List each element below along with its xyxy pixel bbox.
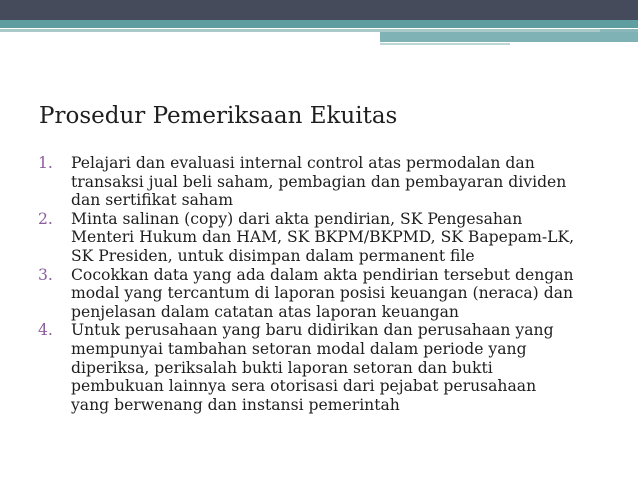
header-bar-dark [0, 0, 638, 20]
list-line: Pelajari dan evaluasi internal control atas permodalan dan [71, 154, 535, 172]
list-item-3 [38, 266, 618, 322]
header-accent-line [380, 43, 510, 45]
list-line: modal yang tercantum di laporan posisi keuangan (neraca) dan [71, 284, 574, 303]
list-line: mempunyai tambahan setoran modal dalam periode yang [71, 339, 527, 358]
list-line: diperiksa, periksalah bukti laporan setoran dan bukti [71, 358, 493, 377]
list-line: pembukuan lainnya sera otorisasi dari pejabat perusahaan [71, 377, 537, 396]
header-bar-teal [0, 20, 638, 28]
list-line: Menteri Hukum dan HAM, SK BKPM/BKPMD, SK Bapepam-LK, [71, 228, 575, 247]
list-line: transaksi jual beli saham, pembagian dan pembayaran dividen [71, 172, 567, 191]
list-item-text [71, 266, 618, 322]
list-number: 3. [38, 265, 53, 284]
list-line: yang berwenang dan instansi pemerintah [71, 395, 400, 414]
list-line: SK Presiden, untuk disimpan dalam permanent file [71, 246, 475, 265]
list-line: Minta salinan (copy) dari akta pendirian, SK Pengesahan [71, 209, 523, 228]
list-item-2 [38, 210, 618, 266]
list-item-text [71, 210, 618, 266]
procedure-list [38, 154, 618, 414]
list-number: 1. [38, 154, 53, 172]
list-item-1 [38, 154, 618, 210]
list-item-text [71, 154, 618, 210]
list-line: Untuk perusahaan yang baru didirikan dan perusahaan yang [71, 321, 554, 340]
slide-title: Prosedur Pemeriksaan Ekuitas [39, 103, 398, 129]
list-number: 4. [38, 321, 53, 340]
header-accent-block [380, 32, 638, 42]
list-item-4 [38, 321, 618, 414]
list-number: 2. [38, 209, 53, 228]
list-line: Cocokkan data yang ada dalam akta pendirian tersebut dengan [71, 265, 574, 284]
list-item-text [71, 321, 618, 414]
list-line: penjelasan dalam catatan atas laporan keuangan [71, 302, 459, 321]
list-line: dan sertifikat saham [71, 191, 234, 210]
